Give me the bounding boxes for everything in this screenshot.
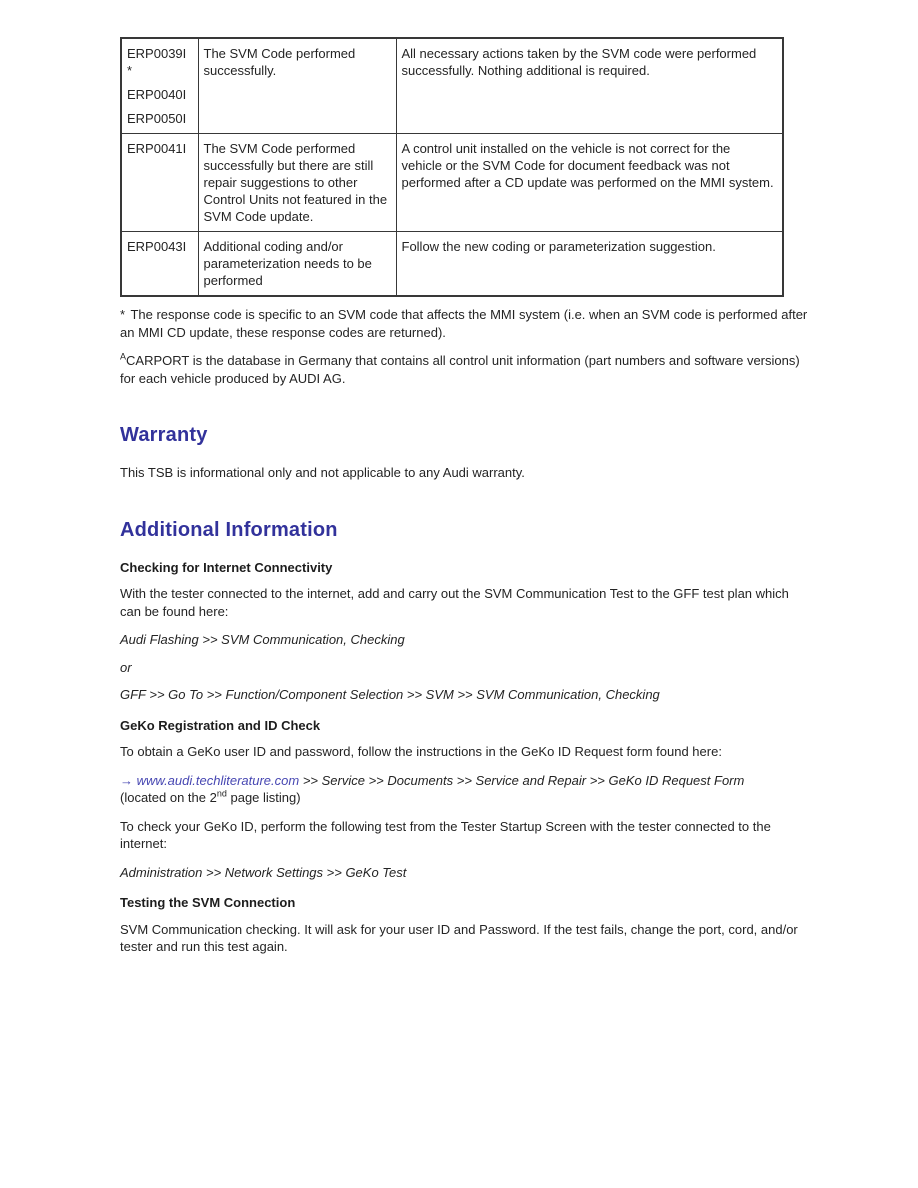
menu-path-audi-flashing: Audi Flashing >> SVM Communication, Checking: [120, 632, 405, 647]
meaning-cell: Additional coding and/or parameterization needs to be performed: [198, 232, 396, 297]
response-code-table: [120, 37, 784, 297]
geko-link-line: [120, 772, 812, 807]
subsection-heading-geko: GeKo Registration and ID Check: [120, 717, 321, 733]
meaning-cell: The SVM Code performed successfully but there are still repair suggestions to other Control Units not featured in the SVM Code update.: [198, 134, 396, 232]
code-cell: [121, 134, 198, 232]
link-note-prefix: (located on the 2: [120, 790, 217, 805]
footnote-text: The response code is specific to an SVM code that affects the MMI system (i.e. when an SVM code is performed after an MMI CD update, these response codes are returned).: [120, 307, 808, 340]
action-cell: All necessary actions taken by the SVM code were performed successfully. Nothing additional is required.: [396, 38, 783, 134]
link-note: [120, 790, 301, 805]
additional-information-heading: Additional Information: [120, 518, 338, 541]
link-path-text: >> Service >> Documents >> Service and Repair >> GeKo ID Request Form: [302, 772, 745, 788]
footnote-marker: A: [120, 351, 127, 362]
table-row: [121, 134, 783, 232]
warranty-heading: Warranty: [120, 424, 208, 446]
action-cell: A control unit installed on the vehicle is not correct for the vehicle or the SVM Code for document feedback was not performed after a CD update was performed on the MMI system.: [396, 134, 783, 232]
geko-check-body: To check your GeKo ID, perform the following test from the Tester Startup Screen with the tester connected to the internet:: [120, 818, 771, 851]
footnote-asterisk: [120, 306, 812, 341]
code-cell: [121, 232, 198, 297]
techliterature-link[interactable]: www.audi.techliterature.com: [136, 772, 300, 788]
response-table-body: [121, 38, 783, 296]
ordinal-superscript: nd: [216, 788, 227, 799]
svm-connection-body: SVM Communication checking. It will ask for your user ID and Password. If the test fails, change the port, cord, and/or tester and run this test again.: [120, 921, 798, 954]
response-code-asterisk: *: [127, 63, 133, 78]
menu-path-gff: GFF >> Go To >> Function/Component Selection >> SVM >> SVM Communication, Checking: [120, 687, 660, 702]
or-text: or: [120, 659, 132, 675]
geko-body: To obtain a GeKo user ID and password, follow the instructions in the GeKo ID Request form found here:: [120, 744, 722, 759]
table-row: [121, 232, 783, 297]
footnote-marker: *: [120, 307, 126, 322]
menu-path-administration: Administration >> Network Settings >> GeKo Test: [120, 864, 407, 880]
arrow-right-icon: →: [120, 772, 133, 788]
response-code: ERP0050I: [127, 111, 187, 126]
internet-connectivity-body: With the tester connected to the internet, add and carry out the SVM Communication Test to the GFF test plan which can be found here:: [120, 586, 789, 619]
response-code: ERP0040I: [127, 87, 187, 102]
footnote-carport: [120, 352, 812, 387]
subsection-heading-internet-connectivity: Checking for Internet Connectivity: [120, 559, 333, 575]
warranty-body: This TSB is informational only and not applicable to any Audi warranty.: [120, 465, 525, 480]
table-row: [121, 38, 783, 134]
footnote-text: CARPORT is the database in Germany that contains all control unit information (part numbers and software versions) for each vehicle produced by AUDI AG.: [120, 353, 800, 386]
code-cell: [121, 38, 198, 134]
response-code: ERP0043I: [127, 239, 187, 254]
subsection-heading-svm-connection: Testing the SVM Connection: [120, 895, 296, 910]
page-content: [120, 37, 812, 956]
link-note-suffix: page listing): [226, 790, 301, 805]
response-code: ERP0039I: [127, 46, 187, 61]
response-code: ERP0041I: [127, 141, 187, 156]
meaning-cell: The SVM Code performed successfully.: [198, 38, 396, 134]
action-cell: Follow the new coding or parameterization suggestion.: [396, 232, 783, 297]
